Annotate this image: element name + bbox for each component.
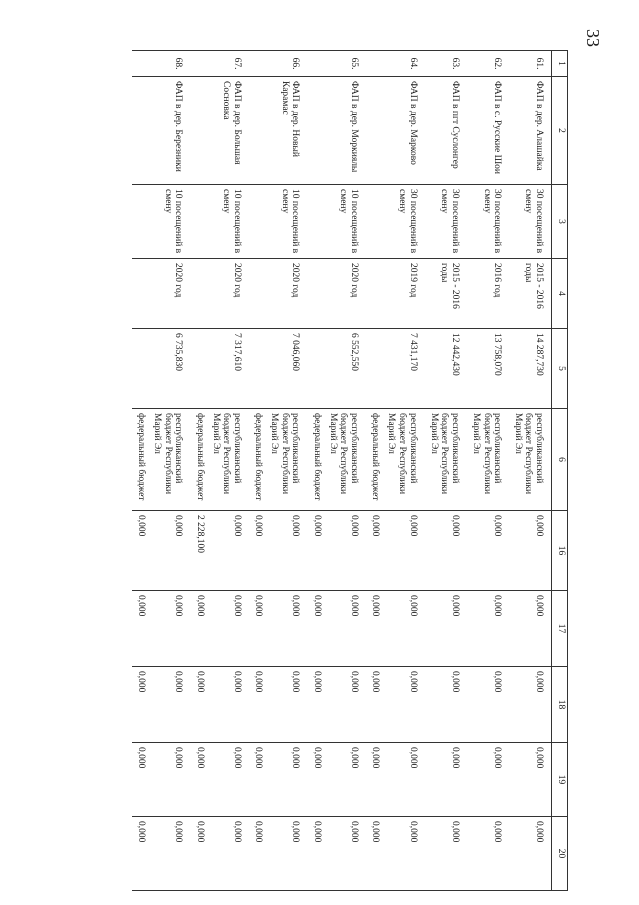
estimated-cost: 7 317,610: [190, 329, 249, 409]
amount-20: 0,000: [324, 817, 366, 891]
construction-period: 2016 год: [467, 259, 509, 329]
amount-16: 0,000: [148, 511, 190, 591]
amount-20: 0,000: [132, 817, 148, 891]
construction-period: 2015 - 2016 годы: [425, 259, 467, 329]
amount-17: 0,000: [307, 591, 323, 667]
amount-18: 0,000: [324, 667, 366, 743]
amount-18: 0,000: [366, 667, 382, 743]
amount-16: 0,000: [249, 511, 265, 591]
amount-19: 0,000: [265, 743, 307, 817]
funding-source: республиканский бюджет Республики Марий Эл: [207, 409, 249, 511]
facility-name: ФАП в дер. Березники: [132, 77, 191, 185]
estimated-cost: 13 758,070: [467, 329, 509, 409]
column-header-16: 16: [552, 511, 568, 591]
row-number: 67.: [190, 51, 249, 77]
row-number: 65.: [307, 51, 366, 77]
amount-18: 0,000: [467, 667, 509, 743]
funding-source: республиканский бюджет Республики Марий Эл: [265, 409, 307, 511]
amount-16: 0,000: [509, 511, 551, 591]
estimated-cost: 6 735,830: [132, 329, 191, 409]
amount-20: 0,000: [207, 817, 249, 891]
column-header-3: 3: [552, 185, 568, 259]
estimated-cost: 6 552,550: [307, 329, 366, 409]
amount-18: 0,000: [425, 667, 467, 743]
row-number: 61.: [509, 51, 551, 77]
table-row: [467, 51, 509, 891]
amount-19: 0,000: [324, 743, 366, 817]
column-header-17: 17: [552, 591, 568, 667]
amount-17: 0,000: [425, 591, 467, 667]
facility-name: ФАП в дер. Алашайка: [509, 77, 551, 185]
column-header-1: 1: [552, 51, 568, 77]
amount-18: 0,000: [148, 667, 190, 743]
row-number: 64.: [366, 51, 425, 77]
amount-18: 0,000: [207, 667, 249, 743]
amount-19: 0,000: [425, 743, 467, 817]
construction-period: 2020 год: [307, 259, 366, 329]
capacity: 30 посещений в смену: [509, 185, 551, 259]
facility-name: ФАП в дер. Марково: [366, 77, 425, 185]
amount-16: 0,000: [382, 511, 424, 591]
amount-17: 0,000: [207, 591, 249, 667]
amount-16: 0,000: [132, 511, 148, 591]
funding-source: республиканский бюджет Республики Марий Эл: [425, 409, 467, 511]
facility-name: ФАП в пгт Суслонгер: [425, 77, 467, 185]
amount-19: 0,000: [509, 743, 551, 817]
amount-19: 0,000: [132, 743, 148, 817]
amount-18: 0,000: [190, 667, 206, 743]
table-row: [382, 51, 424, 891]
amount-16: 2 228,100: [190, 511, 206, 591]
amount-18: 0,000: [249, 667, 265, 743]
row-number: 62.: [467, 51, 509, 77]
column-header-20: 20: [552, 817, 568, 891]
amount-20: 0,000: [366, 817, 382, 891]
facility-name: ФАП в дер. Большая Сосновка: [190, 77, 249, 185]
amount-19: 0,000: [148, 743, 190, 817]
funding-source: федеральный бюджет: [249, 409, 265, 511]
amount-18: 0,000: [382, 667, 424, 743]
amount-20: 0,000: [148, 817, 190, 891]
estimated-cost: 14 287,730: [509, 329, 551, 409]
amount-19: 0,000: [190, 743, 206, 817]
capacity: 10 посещений в смену: [249, 185, 308, 259]
table-row: [207, 51, 249, 891]
capacity: 30 посещений в смену: [467, 185, 509, 259]
facility-name: ФАП в с. Русские Шои: [467, 77, 509, 185]
construction-period: 2020 год: [190, 259, 249, 329]
amount-19: 0,000: [366, 743, 382, 817]
amount-19: 0,000: [207, 743, 249, 817]
row-number: 68.: [132, 51, 191, 77]
funding-source: республиканский бюджет Республики Марий Эл: [148, 409, 190, 511]
facility-name: ФАП в дер. Моркиялы: [307, 77, 366, 185]
table-row: [148, 51, 190, 891]
row-number: 63.: [425, 51, 467, 77]
capacity: 10 посещений в смену: [132, 185, 191, 259]
amount-16: 0,000: [265, 511, 307, 591]
amount-17: 0,000: [148, 591, 190, 667]
budget-table: [132, 50, 568, 891]
estimated-cost: 7 046,060: [249, 329, 308, 409]
column-header-4: 4: [552, 259, 568, 329]
table-row: [425, 51, 467, 891]
funding-source: республиканский бюджет Республики Марий Эл: [382, 409, 424, 511]
column-number-header-row: [552, 51, 568, 891]
amount-20: 0,000: [467, 817, 509, 891]
amount-20: 0,000: [307, 817, 323, 891]
funding-source: республиканский бюджет Республики Марий Эл: [324, 409, 366, 511]
amount-17: 0,000: [190, 591, 206, 667]
estimated-cost: 7 431,170: [366, 329, 425, 409]
amount-16: 0,000: [366, 511, 382, 591]
facility-name: ФАП в дер. Новый Карамас: [249, 77, 308, 185]
estimated-cost: 12 442,430: [425, 329, 467, 409]
amount-16: 0,000: [324, 511, 366, 591]
funding-source: республиканский бюджет Республики Марий Эл: [467, 409, 509, 511]
amount-19: 0,000: [467, 743, 509, 817]
amount-17: 0,000: [249, 591, 265, 667]
construction-period: 2015 - 2016 годы: [509, 259, 551, 329]
amount-20: 0,000: [509, 817, 551, 891]
funding-source: федеральный бюджет: [190, 409, 206, 511]
funding-source: федеральный бюджет: [366, 409, 382, 511]
construction-period: 2020 год: [132, 259, 191, 329]
amount-17: 0,000: [382, 591, 424, 667]
amount-18: 0,000: [265, 667, 307, 743]
capacity: 30 посещений в смену: [366, 185, 425, 259]
table-row: [509, 51, 551, 891]
amount-16: 0,000: [207, 511, 249, 591]
amount-17: 0,000: [467, 591, 509, 667]
funding-source: республиканский бюджет Республики Марий Эл: [509, 409, 551, 511]
document-table-rotated: [118, 50, 568, 890]
amount-17: 0,000: [132, 591, 148, 667]
amount-18: 0,000: [307, 667, 323, 743]
amount-18: 0,000: [132, 667, 148, 743]
column-header-19: 19: [552, 743, 568, 817]
page-number: 33: [583, 29, 603, 47]
amount-19: 0,000: [382, 743, 424, 817]
amount-18: 0,000: [509, 667, 551, 743]
amount-17: 0,000: [509, 591, 551, 667]
table-body: [132, 51, 552, 891]
table-row: [324, 51, 366, 891]
amount-17: 0,000: [366, 591, 382, 667]
column-header-5: 5: [552, 329, 568, 409]
capacity: 10 посещений в смену: [307, 185, 366, 259]
row-number: 66.: [249, 51, 308, 77]
construction-period: 2019 год: [366, 259, 425, 329]
amount-20: 0,000: [425, 817, 467, 891]
amount-17: 0,000: [265, 591, 307, 667]
amount-16: 0,000: [467, 511, 509, 591]
amount-20: 0,000: [382, 817, 424, 891]
amount-20: 0,000: [265, 817, 307, 891]
column-header-2: 2: [552, 77, 568, 185]
funding-source: федеральный бюджет: [132, 409, 148, 511]
column-header-18: 18: [552, 667, 568, 743]
amount-20: 0,000: [190, 817, 206, 891]
construction-period: 2020 год: [249, 259, 308, 329]
amount-19: 0,000: [249, 743, 265, 817]
amount-17: 0,000: [324, 591, 366, 667]
column-header-6: 6: [552, 409, 568, 511]
amount-19: 0,000: [307, 743, 323, 817]
table-row: [265, 51, 307, 891]
capacity: 30 посещений в смену: [425, 185, 467, 259]
amount-16: 0,000: [307, 511, 323, 591]
funding-source: федеральный бюджет: [307, 409, 323, 511]
capacity: 10 посещений в смену: [190, 185, 249, 259]
amount-20: 0,000: [249, 817, 265, 891]
amount-16: 0,000: [425, 511, 467, 591]
